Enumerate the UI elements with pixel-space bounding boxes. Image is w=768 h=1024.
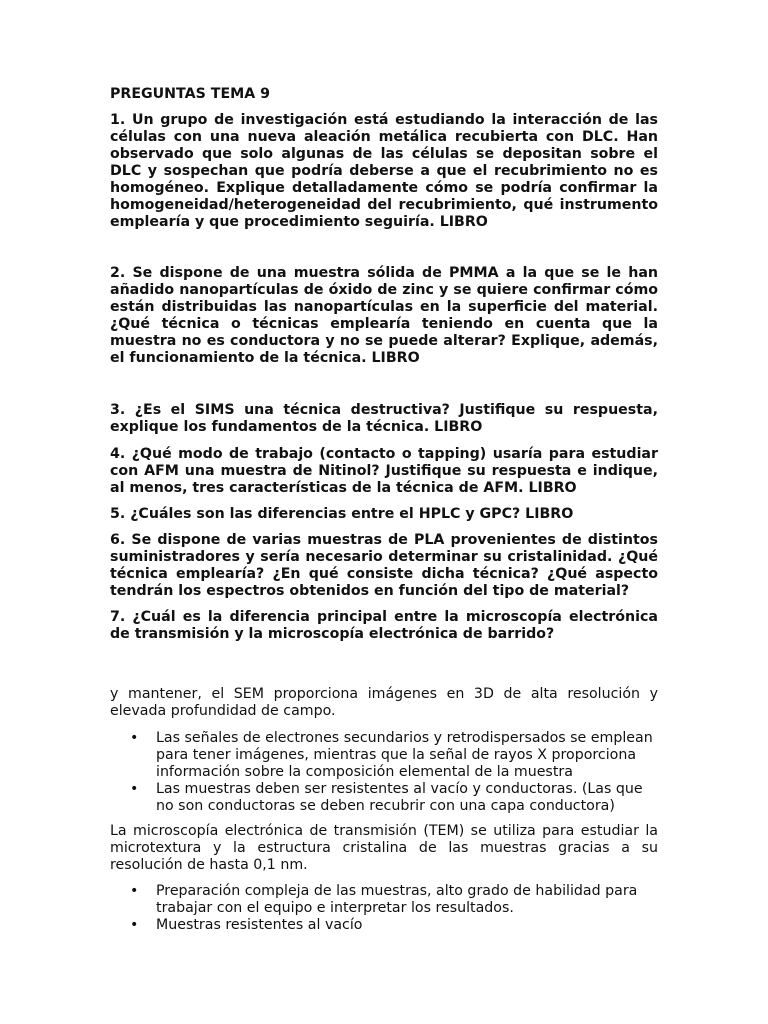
list-item: [110, 883, 658, 917]
question-7: 7. ¿Cuál es la diferencia principal entre la microscopía electrónica de transmisión y la microscopía electrónica de barrido?: [110, 609, 658, 642]
tem-bullet-list: [110, 883, 658, 934]
sem-bullet-list: [110, 730, 658, 815]
question-1: 1. Un grupo de investigación está estudiando la interacción de las células con una nueva aleación metálica recubierta con DLC. Han observado que solo algunas de las células se depositan sobre el DLC y sospechan que podría deberse a que el recubrimiento no es homogéneo. Explique detalladamente cómo se podría confirmar la homogeneidad/heterogeneidad del recubrimiento, qué instrumento emplearía y que procedimiento seguiría. LIBRO: [110, 112, 658, 230]
list-item-text: Las señales de electrones secundarios y retrodispersados se emplean para tener imágenes, mientras que la señal de rayos X proporciona información sobre la composición elemental de la muestra: [156, 730, 653, 780]
question-2: 2. Se dispone de una muestra sólida de PMMA a la que se le han añadido nanopartículas de óxido de zinc y se quiere confirmar cómo están distribuidas las nanopartículas en la superficie del material. ¿Qué técnica o técnicas emplearía teniendo en cuenta que la muestra no es conductora y no se puede alterar? Explique, además, el funcionamiento de la técnica. LIBRO: [110, 265, 658, 366]
list-item-text: Preparación compleja de las muestras, alto grado de habilidad para trabajar con el equipo e interpretar los resultados.: [156, 883, 638, 916]
answer-paragraph-sem: y mantener, el SEM proporciona imágenes en 3D de alta resolución y elevada profundidad de campo.: [110, 686, 658, 719]
question-4: 4. ¿Qué modo de trabajo (contacto o tapping) usaría para estudiar con AFM una muestra de Nitinol? Justifique su respuesta e indique, al menos, tres características de la técnica de AFM. LIBRO: [110, 446, 658, 496]
list-item: [110, 730, 658, 781]
list-item: [110, 781, 658, 815]
document-title: PREGUNTAS TEMA 9: [110, 86, 271, 102]
bullet-icon: •: [130, 730, 139, 746]
answer-paragraph-tem: La microscopía electrónica de transmisión (TEM) se utiliza para estudiar la microtextura y la estructura cristalina de las muestras gracias a su resolución de hasta 0,1 nm.: [110, 823, 658, 873]
list-item-text: Las muestras deben ser resistentes al vacío y conductoras. (Las que no son conductoras se deben recubrir con una capa conductora): [156, 781, 643, 814]
question-3: 3. ¿Es el SIMS una técnica destructiva? Justifique su respuesta, explique los fundamentos de la técnica. LIBRO: [110, 402, 658, 435]
list-item: [110, 917, 658, 934]
question-5: 5. ¿Cuáles son las diferencias entre el HPLC y GPC? LIBRO: [110, 506, 574, 522]
list-item-text: Muestras resistentes al vacío: [156, 917, 363, 933]
bullet-icon: •: [130, 883, 139, 899]
question-6: 6. Se dispone de varias muestras de PLA provenientes de distintos suministradores y sería necesario determinar su cristalinidad. ¿Qué técnica emplearía? ¿En qué consiste dicha técnica? ¿Qué aspecto tendrán los espectros obtenidos en función del tipo de material?: [110, 532, 658, 599]
bullet-icon: •: [130, 917, 139, 933]
bullet-icon: •: [130, 781, 139, 797]
